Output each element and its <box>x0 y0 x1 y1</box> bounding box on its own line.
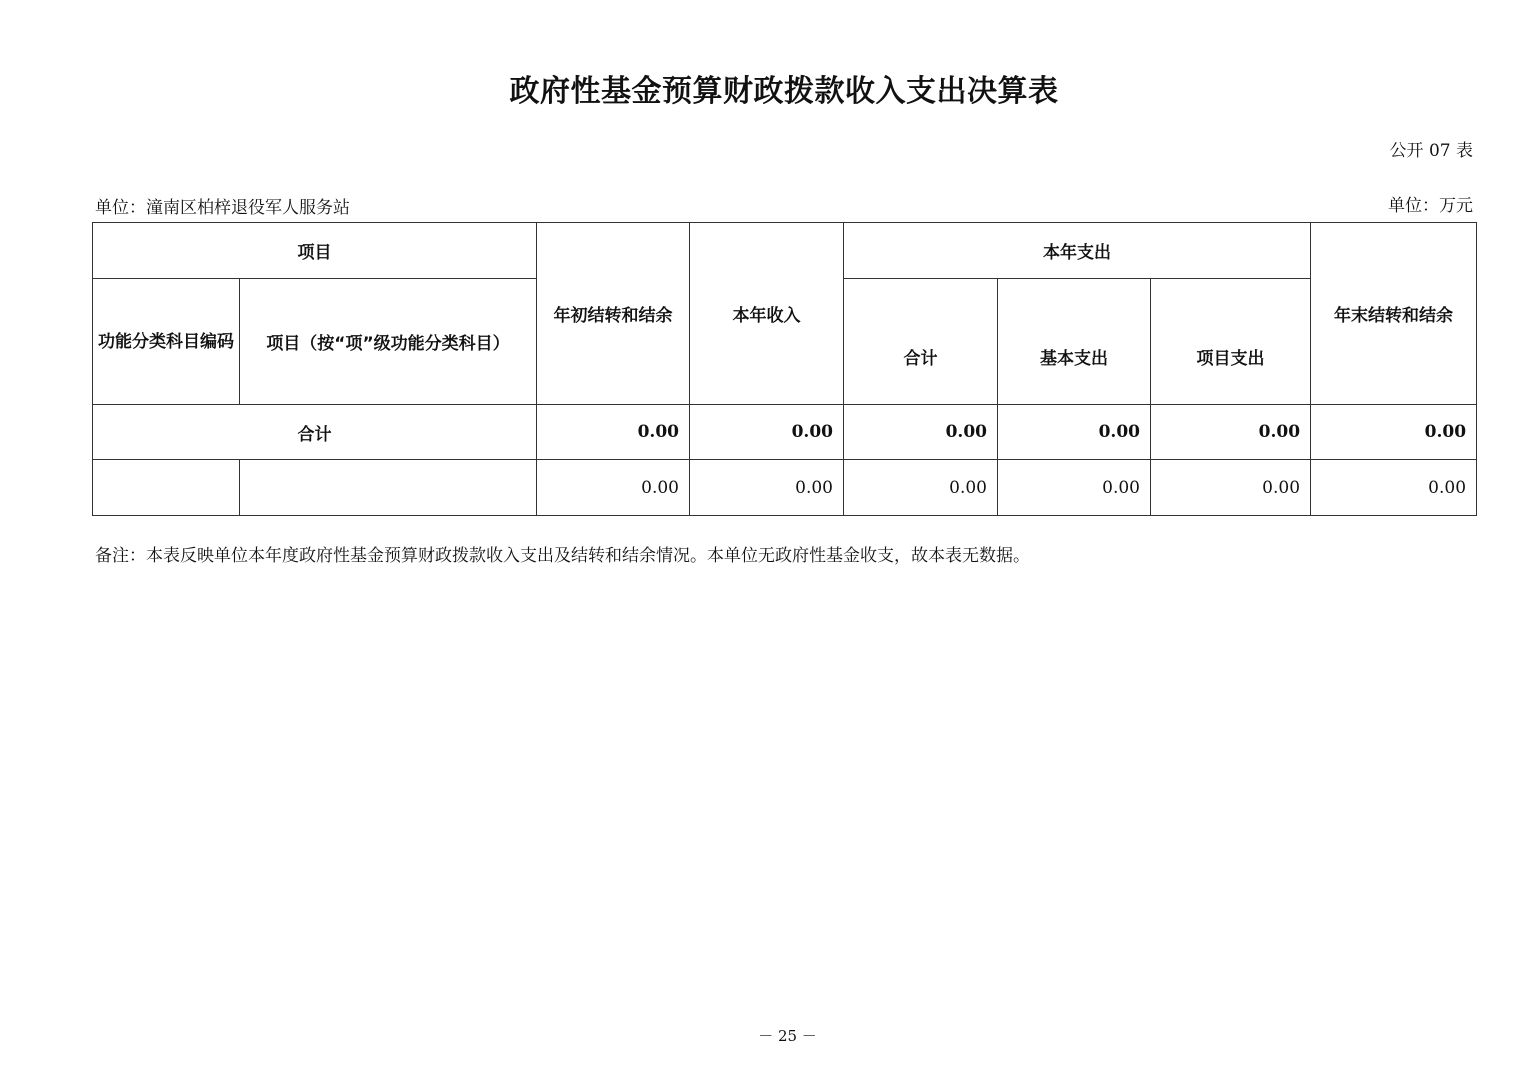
total-expense-total: 0.00 <box>844 405 998 460</box>
row-basic-expense: 0.00 <box>998 460 1151 516</box>
header-code: 功能分类科目编码 <box>93 279 240 405</box>
table-note: 备注：本表反映单位本年度政府性基金预算财政拨款收入支出及结转和结余情况。本单位无政府性基金收支，故本表无数据。 <box>95 546 1030 566</box>
page-title: 政府性基金预算财政拨款收入支出决算表 <box>509 74 1059 109</box>
header-total: 合计 <box>844 279 998 405</box>
header-basic-expense: 基本支出 <box>998 279 1151 405</box>
row-beginning-balance: 0.00 <box>537 460 690 516</box>
budget-table <box>92 222 1477 516</box>
unit-currency: 单位：万元 <box>1388 196 1473 216</box>
total-basic-expense: 0.00 <box>998 405 1151 460</box>
header-project-name: 项目（按“项”级功能分类科目） <box>240 279 537 405</box>
unit-organization: 单位：潼南区柏梓退役军人服务站 <box>95 198 350 218</box>
form-number: 公开 07 表 <box>1389 141 1473 161</box>
header-row-1 <box>93 223 1477 279</box>
total-current-income: 0.00 <box>690 405 844 460</box>
table-row <box>93 460 1477 516</box>
total-row-label: 合计 <box>93 405 537 460</box>
header-current-expense-group: 本年支出 <box>844 223 1311 279</box>
total-project-expense: 0.00 <box>1151 405 1311 460</box>
header-ending-balance: 年末结转和结余 <box>1311 223 1477 405</box>
total-ending-balance: 0.00 <box>1311 405 1477 460</box>
row-ending-balance: 0.00 <box>1311 460 1477 516</box>
header-beginning-balance: 年初结转和结余 <box>537 223 690 405</box>
header-current-income: 本年收入 <box>690 223 844 405</box>
row-code <box>93 460 240 516</box>
row-project-expense: 0.00 <box>1151 460 1311 516</box>
row-expense-total: 0.00 <box>844 460 998 516</box>
total-row <box>93 405 1477 460</box>
page-number: － 25 － <box>758 1027 817 1045</box>
total-beginning-balance: 0.00 <box>537 405 690 460</box>
header-project-group: 项目 <box>93 223 537 279</box>
row-current-income: 0.00 <box>690 460 844 516</box>
header-project-expense: 项目支出 <box>1151 279 1311 405</box>
row-project-name <box>240 460 537 516</box>
